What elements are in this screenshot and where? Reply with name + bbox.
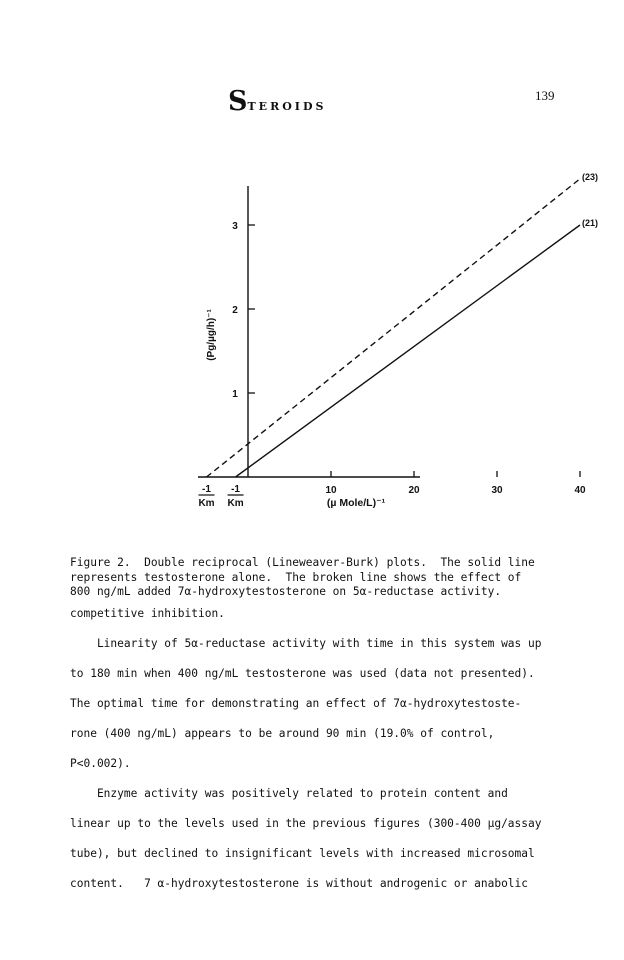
caption-line: represents testosterone alone. The broken line shows the effect of — [70, 570, 522, 584]
x-tick-label: 10 — [325, 485, 337, 496]
page-number: 139 — [535, 88, 555, 103]
series-label: (21) — [582, 218, 599, 228]
body-line: P<0.002). — [70, 757, 131, 770]
body-line: Linearity of 5α-reductase activity with time in this system was up — [70, 637, 542, 650]
figure-caption — [70, 556, 560, 600]
body-line: competitive inhibition. — [70, 607, 225, 620]
body-line: rone (400 ng/mL) appears to be around 90 min (19.0% of control, — [70, 727, 495, 740]
caption-line: 800 ng/mL added 7α-hydroxytestosterone on 5α-reductase activity. — [70, 585, 502, 598]
x-tick-label: 40 — [574, 485, 586, 496]
journal-title-rest: TEROIDS — [247, 100, 327, 113]
km-intercept-numerator: -1 — [202, 484, 211, 495]
body-line: content. 7 α-hydroxytestosterone is without androgenic or anabolic — [70, 877, 529, 890]
y-axis-label: (Pg/µg/h)⁻¹ — [206, 309, 217, 361]
y-tick-label: 1 — [232, 389, 238, 400]
series-label: (23) — [582, 171, 599, 182]
body-line: to 180 min when 400 ng/mL testosterone was used (data not presented). — [70, 667, 535, 680]
body-paragraphs — [70, 607, 560, 907]
y-tick-label: 3 — [232, 221, 238, 232]
body-line: Enzyme activity was positively related to protein content and — [70, 787, 508, 800]
y-tick-label: 2 — [232, 305, 238, 316]
km-intercept-denominator: Km — [198, 498, 215, 509]
km-intercept-numerator: -1 — [231, 484, 241, 495]
dashed-series-line — [207, 179, 581, 477]
body-line: The optimal time for demonstrating an effect of 7α-hydroxytestoste- — [70, 697, 522, 710]
solid-series-line — [236, 225, 580, 477]
journal-title-initial: S — [228, 86, 248, 117]
x-axis-label: (µ Mole/L)⁻¹ — [326, 497, 386, 509]
km-intercept-denominator: Km — [227, 498, 244, 509]
body-line: linear up to the levels used in the previous figures (300-400 µg/assay — [70, 817, 542, 830]
x-tick-label: 30 — [491, 485, 503, 496]
x-tick-label: 20 — [408, 485, 420, 496]
caption-line: Figure 2. Double reciprocal (Lineweaver-Burk) plots. The solid line — [70, 556, 535, 569]
body-line: tube), but declined to insignificant levels with increased microsomal — [70, 847, 535, 860]
